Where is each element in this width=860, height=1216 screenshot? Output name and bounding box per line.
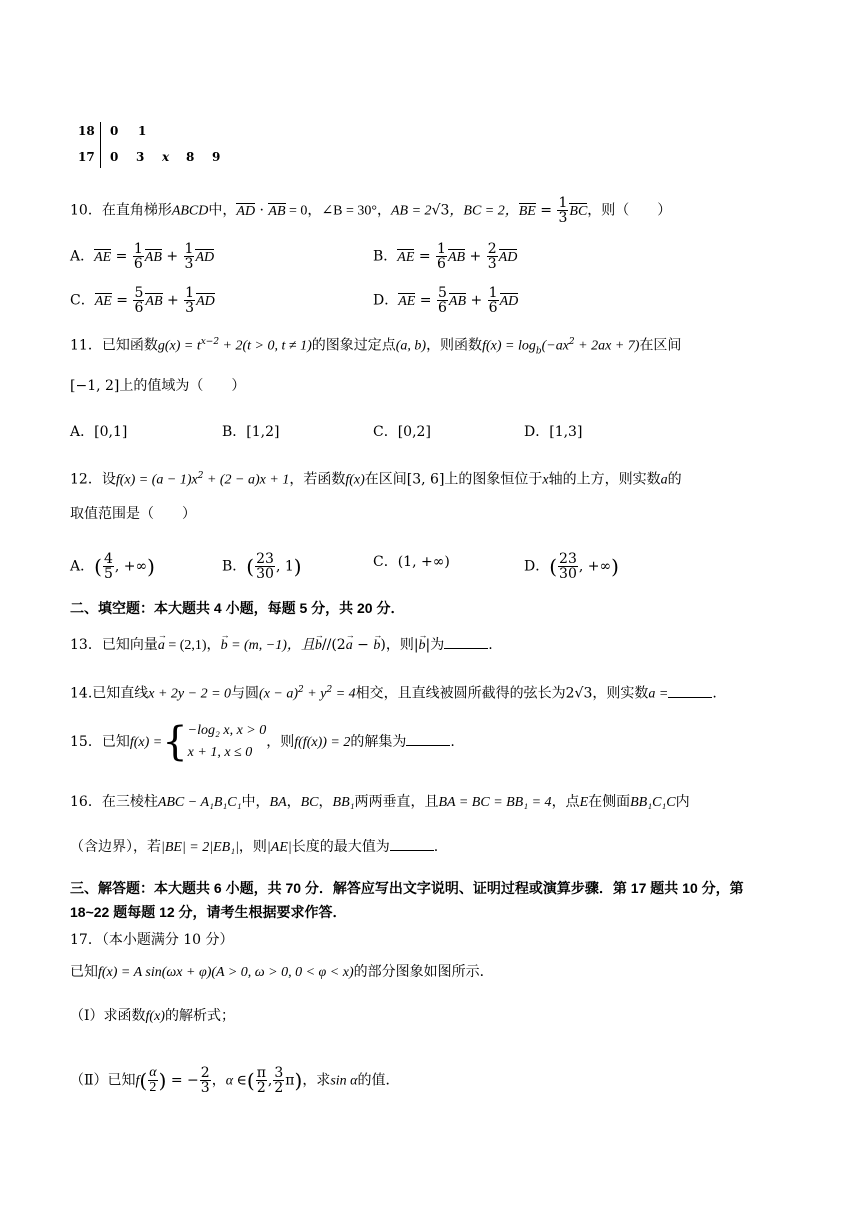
denominator: 3 — [558, 210, 568, 226]
math: = — [535, 202, 557, 219]
math: √3 — [431, 202, 450, 219]
option-value: [1,3] — [549, 424, 583, 440]
question-17-heading: 17．（本小题满分 10 分） — [70, 932, 234, 948]
vector-ab: AB — [145, 293, 163, 309]
text: 取值范围是（ ） — [70, 506, 196, 522]
text: 与圆 — [231, 685, 260, 702]
vector-ab: AB — [448, 293, 467, 309]
question-17 — [70, 962, 494, 983]
math: (2 — [331, 637, 346, 653]
vector-ab: AB — [268, 203, 286, 219]
vector-b: → b — [419, 636, 426, 656]
denominator: 6 — [133, 256, 143, 272]
text: ，则实数 — [592, 685, 649, 702]
text: . — [450, 734, 455, 750]
text: 中， — [241, 794, 270, 810]
math: f(x) — [345, 472, 365, 488]
text: ，若函数 — [289, 471, 346, 488]
vector-be: BE — [518, 203, 536, 219]
text: 的部分图象如图所示． — [353, 964, 494, 980]
numerator: 1 — [488, 285, 498, 301]
question-14 — [70, 680, 717, 705]
text: 在侧面 — [588, 794, 631, 810]
fraction — [200, 1066, 211, 1095]
math: [3, 6] — [406, 471, 445, 488]
text: . — [433, 839, 439, 855]
numerator: 2 — [200, 1065, 210, 1081]
math: 2 — [568, 337, 575, 347]
text: 相交，且直线被圆所截得的弦长为 — [355, 685, 566, 702]
option-label: A． — [70, 558, 95, 575]
vector-ab: AB — [447, 249, 466, 265]
question-number: 15． — [70, 734, 102, 750]
answer-blank — [444, 634, 488, 649]
fraction — [133, 286, 144, 315]
denominator: 3 — [184, 256, 194, 272]
math: + 2(t > 0, t ≠ 1) — [219, 338, 312, 354]
math: π — [285, 1072, 295, 1089]
fraction — [256, 1066, 267, 1095]
math: f(f(x)) = 2 — [294, 735, 351, 750]
fraction — [273, 1066, 284, 1095]
denominator: 6 — [437, 256, 446, 272]
text: 两两垂直，且 — [354, 794, 439, 810]
math: 2 — [298, 685, 304, 695]
denominator: 30 — [256, 566, 274, 582]
fraction — [557, 196, 568, 225]
fraction — [184, 286, 195, 315]
vector-a: → a — [346, 636, 353, 656]
piecewise-brace: { — [162, 719, 188, 765]
leaf: x — [162, 150, 170, 164]
math: a = — [648, 686, 669, 702]
math: E — [579, 795, 589, 810]
leaf: 8 — [186, 150, 195, 164]
text: 已知函数 — [101, 337, 158, 354]
text: 长度的最大值为 — [291, 839, 390, 855]
denominator: 3 — [200, 1080, 210, 1096]
q11-option-b — [222, 422, 280, 442]
section-heading: 三、解答题：本大题共 6 小题，共 70 分．解答应写出文字说明、证明过程或演算步骤．第 17 题共 10 分，第 — [70, 880, 744, 896]
vector-ad: AD — [499, 293, 519, 309]
q12-option-c — [373, 552, 450, 572]
numerator: 23 — [256, 551, 274, 567]
option-label: D． — [373, 292, 399, 309]
fraction — [148, 1066, 157, 1095]
math: = (m, −1)，且 — [227, 638, 315, 653]
q10-option-a: A．AE = $\frac{1}{6}$ AB + $\frac{1}{3}$ AD — [70, 241, 215, 272]
numerator: 5 — [437, 285, 447, 301]
text: 中， — [208, 202, 237, 219]
question-16-line2 — [70, 836, 438, 858]
vector-ad: AD — [236, 203, 256, 219]
text: 在直角梯形 — [101, 202, 172, 219]
text: 已知 — [70, 964, 98, 980]
math: 2 — [197, 471, 204, 481]
case: x + 1, x ≤ 0 — [187, 745, 253, 760]
math: f(x) = (a − 1)x — [115, 472, 198, 488]
case: −log₂ x, x > 0 — [187, 723, 267, 738]
denominator: 6 — [488, 300, 498, 316]
stem-divider — [100, 122, 101, 168]
text: 的 — [667, 471, 682, 488]
option-label: C． — [70, 292, 95, 309]
vector-ad: AD — [498, 249, 518, 265]
numerator: 2 — [487, 241, 497, 257]
text: 已知直线 — [92, 685, 149, 702]
option-value: , 1 — [275, 558, 294, 575]
question-16 — [70, 792, 690, 813]
math: sin α — [330, 1073, 358, 1089]
option-label: B． — [222, 558, 247, 575]
q11-option-a — [70, 422, 127, 442]
q11-option-c — [373, 422, 431, 442]
fraction — [488, 286, 499, 315]
option-label: C． — [373, 554, 398, 570]
numerator: π — [256, 1065, 266, 1081]
question-number: 11． — [70, 337, 102, 354]
denominator: 3 — [487, 256, 497, 272]
section-heading-line2: 18~22 题每题 12 分，请考生根据要求作答． — [70, 904, 347, 920]
denominator: 5 — [103, 566, 113, 582]
vector-b: → b — [373, 636, 380, 656]
denominator: 2 — [274, 1080, 284, 1096]
math: BA = BC = BB₁ = 4 — [438, 795, 552, 810]
math: // — [321, 637, 332, 653]
section-heading: 二、填空题：本大题共 4 小题，每题 5 分，共 20 分． — [70, 600, 405, 616]
math: BB₁ — [332, 795, 355, 810]
math: α ∈ — [225, 1073, 247, 1089]
text: 的解集为 — [350, 734, 407, 750]
q10-option-c: C．AE = $\frac{5}{6}$ AB + $\frac{1}{3}$ AD — [70, 285, 215, 316]
math: ，BC = 2， — [449, 203, 519, 219]
math: f(x) = log — [482, 338, 536, 354]
numerator: 5 — [134, 285, 144, 301]
question-number: 13． — [70, 637, 102, 653]
text: ，则 — [238, 839, 267, 855]
numerator: 3 — [274, 1065, 284, 1081]
fraction — [184, 242, 195, 271]
denominator: 3 — [185, 300, 195, 316]
fraction — [103, 552, 114, 581]
text: ， — [211, 1072, 226, 1089]
math: f — [135, 1073, 140, 1089]
math: f(x) — [145, 1009, 165, 1024]
text: )，则 — [380, 637, 414, 653]
option-label: D． — [524, 424, 550, 440]
math: x−2 — [200, 337, 220, 347]
text: ，则（ ） — [587, 202, 672, 219]
vector-a: → a — [158, 636, 165, 656]
text: 的解析式； — [164, 1008, 235, 1024]
stem-17: 17 — [78, 150, 95, 164]
vector-ae: AE — [398, 293, 416, 309]
option-value: [0,2] — [397, 424, 431, 440]
math: BB₁C₁C — [630, 795, 676, 810]
text: 上的图象恒位于 — [444, 471, 543, 488]
text: 在区间 — [639, 337, 682, 354]
option-label: D． — [524, 558, 550, 575]
option-label: B． — [222, 424, 247, 440]
text: ，则 — [266, 734, 295, 750]
vector-ad: AD — [195, 249, 215, 265]
q10-option-d: D．AE = $\frac{5}{6}$ AB + $\frac{1}{6}$ AD — [373, 285, 519, 316]
option-value: [1,2] — [246, 424, 280, 440]
q12-option-a: A．( $\frac{4}{5}$ , +∞) — [70, 551, 155, 582]
text: （Ⅱ）已知 — [70, 1072, 136, 1089]
question-15 — [70, 720, 455, 765]
numerator: 1 — [437, 241, 446, 257]
denominator: 6 — [437, 300, 447, 316]
q12-option-b: B．( $\frac{23}{30}$ , 1) — [222, 551, 302, 582]
text: . — [488, 637, 493, 653]
stem-18: 18 — [78, 124, 95, 138]
math: (a, b) — [395, 338, 427, 354]
numerator: 23 — [559, 551, 577, 567]
numerator: 1 — [184, 241, 194, 257]
answer-blank — [668, 683, 712, 698]
math: + 2ax + 7) — [574, 338, 640, 354]
math: BA — [269, 795, 287, 810]
question-17-part2: （Ⅱ）已知f( $\frac{\alpha}{2}$ ) = − $\frac{2}{3}$ ，α ∈( $\frac{\pi}{2}$ , $\frac{3}{2}$ π)，求sin α的值． — [70, 1065, 400, 1096]
question-number: 14. — [70, 685, 93, 702]
math: BC — [300, 795, 319, 810]
leaf: 0 — [110, 124, 119, 138]
vector-ad: AD — [196, 293, 215, 309]
math: 2 — [326, 685, 333, 695]
text: 内 — [675, 794, 690, 810]
vector-ae: AE — [94, 293, 112, 309]
denominator: 2 — [256, 1080, 266, 1096]
fraction — [487, 242, 498, 271]
math: AB = 2 — [391, 203, 432, 219]
option-label: B． — [373, 248, 398, 265]
question-11-line2 — [70, 376, 245, 396]
math: x + 2y − 2 = 0 — [148, 686, 232, 702]
text: 为 — [430, 637, 445, 653]
math: | — [413, 637, 419, 653]
math: 2√3 — [565, 685, 593, 702]
numerator: α — [149, 1065, 157, 1080]
denominator: 30 — [559, 566, 577, 582]
math: g(x) = t — [157, 338, 201, 354]
math: = − — [166, 1072, 199, 1089]
math: + (2 − a)x + 1 — [203, 472, 290, 488]
math: (x − a) — [259, 686, 299, 702]
math: = 4 — [332, 686, 356, 702]
numerator: 1 — [133, 241, 143, 257]
text: ，求 — [302, 1072, 331, 1089]
text: 上的值域为（ ） — [119, 378, 246, 394]
text: 已知 — [101, 734, 130, 750]
question-17-part1 — [70, 1006, 235, 1027]
question-11 — [70, 332, 681, 361]
math: |AE| — [266, 840, 292, 855]
math: | — [425, 637, 431, 653]
answer-blank — [406, 731, 450, 746]
option-label: A． — [70, 248, 95, 265]
question-number: 12． — [70, 471, 102, 488]
vector-ab: AB — [144, 249, 162, 265]
text: 轴的上方，则实数 — [548, 471, 661, 488]
text: 的值． — [357, 1072, 400, 1089]
leaf: 3 — [136, 150, 145, 164]
vector-ae: AE — [397, 249, 415, 265]
math: f(x) = — [129, 735, 163, 750]
math: = 0， — [285, 203, 322, 219]
option-label: C． — [373, 424, 398, 440]
leaf: 1 — [138, 124, 147, 138]
q12-option-d: D．( $\frac{23}{30}$ , +∞) — [524, 551, 619, 582]
vector-b: → b — [221, 636, 228, 656]
text: ，点 — [551, 794, 580, 810]
text: 设 — [101, 471, 116, 488]
math: [−1, 2] — [70, 378, 120, 394]
denominator: 2 — [149, 1080, 157, 1095]
question-13 — [70, 634, 493, 656]
text: ， — [286, 794, 301, 810]
math: x — [542, 472, 549, 488]
math: f(x) = A sin(ωx + φ)(A > 0, ω > 0, 0 < φ < x) — [98, 965, 354, 980]
text: 的图象过定点 — [311, 337, 396, 354]
numerator: 4 — [103, 551, 113, 567]
fraction — [133, 242, 144, 271]
text: 在三棱柱 — [101, 794, 158, 810]
question-10: 10．在直角梯形ABCD中，AD · AB = 0，∠B = 30°，AB = 2√3，BC = 2，BE = $\frac{1}{3}$ BC，则（ ） — [70, 195, 672, 226]
question-12-line2 — [70, 504, 196, 524]
numerator: 1 — [185, 285, 195, 301]
text: ， — [318, 794, 333, 810]
question-number: 16． — [70, 794, 102, 810]
fraction — [436, 242, 447, 271]
vector-bc: BC — [569, 203, 588, 219]
text: 已知向量 — [101, 637, 158, 653]
math: (−ax — [541, 338, 569, 354]
q11-option-d — [524, 422, 582, 442]
math: − — [352, 637, 374, 653]
option-label: A． — [70, 424, 95, 440]
math: b — [535, 346, 542, 357]
option-value: (1, +∞) — [397, 554, 450, 570]
option-value: , +∞ — [114, 558, 148, 575]
text: . — [712, 685, 717, 702]
question-12 — [70, 466, 682, 491]
text: （含边界），若 — [70, 839, 161, 855]
text: ，则函数 — [426, 337, 483, 354]
vector-ae: AE — [94, 249, 112, 265]
text: （Ⅰ）求函数 — [70, 1008, 146, 1024]
denominator: 6 — [134, 300, 144, 316]
leaf: 9 — [212, 150, 221, 164]
math: a — [660, 472, 668, 488]
piecewise-cases — [188, 720, 267, 764]
math: ABC − A₁B₁C₁ — [157, 795, 242, 810]
math: + y — [303, 686, 327, 702]
fraction — [437, 286, 448, 315]
numerator: 1 — [558, 195, 568, 211]
option-value: [0,1] — [94, 424, 128, 440]
answer-blank — [390, 836, 434, 851]
fraction — [255, 552, 275, 581]
q10-option-b: B．AE = $\frac{1}{6}$ AB + $\frac{2}{3}$ AD — [373, 241, 518, 272]
vector-b: → b — [315, 636, 322, 656]
math: ABCD — [171, 203, 209, 219]
fraction — [558, 552, 578, 581]
math: ∠B = 30°， — [321, 203, 391, 219]
question-number: 10． — [70, 202, 102, 219]
option-value: , +∞ — [578, 558, 612, 575]
text: 在区间 — [364, 471, 407, 488]
math: = (2,1)， — [164, 638, 221, 653]
leaf: 0 — [110, 150, 119, 164]
math: |BE| = 2|EB₁| — [161, 840, 239, 855]
